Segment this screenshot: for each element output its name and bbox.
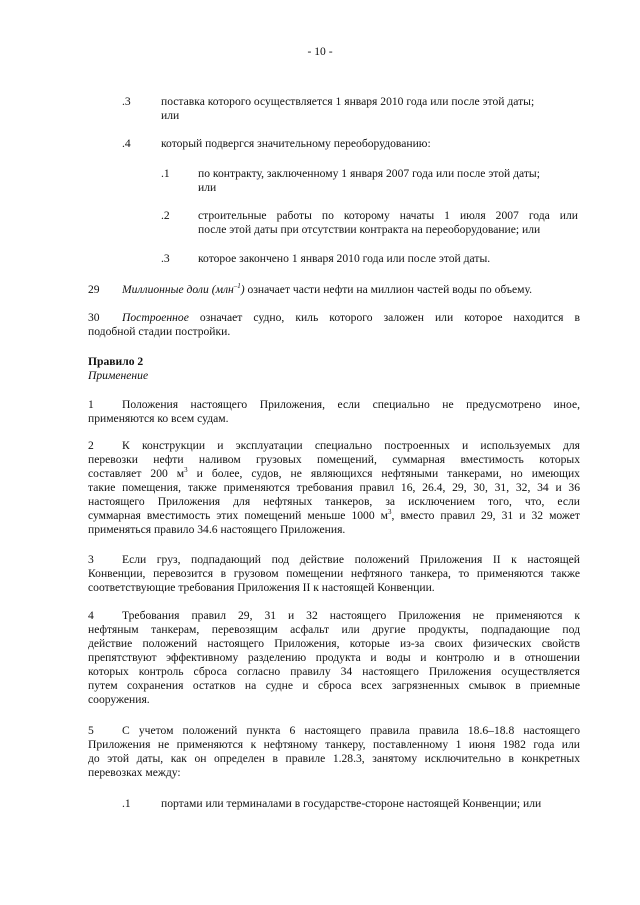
- paragraph-1: [88, 398, 580, 426]
- text-line: подобной стадии постройки.: [88, 325, 231, 338]
- text-line: после этой даты при отсутствии контракта на переоборудование; или: [198, 223, 541, 236]
- text-line: такие помещения, также применяются требования правил 16, 26.4, 29, 30, 31, 32, 34 и 36: [88, 481, 580, 494]
- paragraph-3: [88, 553, 580, 595]
- definition-text: [88, 311, 580, 339]
- subitem-number: .2: [161, 209, 170, 222]
- text-line: суммарная вместимость этих помещений меньше 1000 $м^3$, вместо правил 29, 31 и 32 может: [88, 508, 580, 522]
- text-line: строительные работы по которому начаты 1 июля 2007 года или: [198, 209, 578, 222]
- text-line: соответствующие требования Приложения II к настоящей Конвенции.: [88, 581, 435, 594]
- item-number: .3: [122, 95, 131, 108]
- subitem-number: .1: [161, 167, 170, 180]
- definition-number: 30: [88, 311, 100, 324]
- text-line: 4 Требования правил 29, 31 и 32 настоящего Приложения не применяются к: [88, 609, 580, 622]
- text-line: [88, 311, 580, 325]
- item-number: .1: [122, 797, 131, 810]
- definition-term: Миллионные доли: [122, 283, 209, 296]
- paragraph-number: 3: [88, 553, 94, 566]
- subitem-text: которое закончено 1 января 2010 года или после этой даты.: [198, 252, 491, 265]
- text-line: Конвенции, перевозится в грузовом помещении нефтяного танкера, то применяются также: [88, 567, 580, 580]
- text-line: или: [198, 181, 217, 194]
- definition-text: [122, 283, 580, 297]
- text-line: 5 С учетом положений пункта 6 настоящего правила правила 18.6–18.8 настоящего: [88, 724, 580, 737]
- paragraph-number: 4: [88, 609, 94, 622]
- text-line: путем сохранения остатков на судне и сброса всех загрязненных смывок в приемные: [88, 679, 580, 692]
- paragraph-number: 2: [88, 439, 94, 452]
- text-line: перевозках между:: [88, 766, 181, 779]
- rule-subtitle: Применение: [88, 369, 149, 382]
- text-line: применяются ко всем судам.: [88, 412, 229, 425]
- subitem-text: [198, 209, 578, 237]
- text-line: препятствуют эффективному разделению продукта и воды и контролю и в отношении: [88, 651, 580, 664]
- item-text: [161, 95, 579, 123]
- definition-body: означает части нефти на миллион частей воды по объему.: [244, 283, 533, 296]
- text-line: до этой даты, как он определен в правиле 1.28.3, занятому исключительно в конкретных: [88, 752, 580, 765]
- definition-body: означает судно, киль которого заложен или которое находится в: [188, 311, 580, 324]
- item-text: который подвергся значительному переоборудованию:: [161, 137, 431, 150]
- paragraph-2: [88, 439, 580, 537]
- subitem-text: [198, 167, 578, 195]
- paragraph-4: [88, 609, 580, 707]
- text-line: 2 К конструкции и эксплуатации специально построенных и используемых для: [88, 439, 580, 452]
- text-line: поставка которого осуществляется 1 января 2010 года или после этой даты;: [161, 95, 535, 108]
- paragraph-5: [88, 724, 580, 780]
- text-line: 3 Если груз, подпадающий под действие положений Приложения II к настоящей: [88, 553, 580, 566]
- text-line: настоящего Приложения для нефтяных танкеров, за исключением того, что, если: [88, 495, 580, 508]
- rule-title: Правило 2: [88, 355, 144, 368]
- paragraph-number: 5: [88, 724, 94, 737]
- text-line: по контракту, заключенному 1 января 2007 года или после этой даты;: [198, 167, 540, 180]
- paragraph-number: 1: [88, 398, 94, 411]
- text-line: которых контроль сброса согласно правилу 34 настоящего Приложения осуществляется: [88, 665, 580, 678]
- subitem-number: .3: [161, 252, 170, 265]
- text-line: сооружения.: [88, 693, 150, 706]
- page-number: - 10 -: [307, 45, 333, 58]
- text-line: нефтяным танкерам, перевозящим асфальт или другие продукты, подпадающие под: [88, 623, 580, 636]
- text-line: 1 Положения настоящего Приложения, если специально не предусмотрено иное,: [88, 398, 580, 411]
- text-line: применяться правило 34.6 настоящего Приложения.: [88, 523, 346, 536]
- text-line: действие положений настоящего Приложения, которые из-за своих физических свойств: [88, 637, 580, 650]
- text-line: перевозки нефти наливом грузовых помещений, суммарная вместимость которых: [88, 453, 580, 466]
- text-line: или: [161, 109, 180, 122]
- text-line: составляет 200 $м^3$ и более, судов, не являющихся нефтяными танкерами, но имеющих: [88, 466, 580, 480]
- definition-number: 29: [88, 283, 100, 296]
- definition-term: Построенное: [122, 311, 189, 324]
- definition-abbr: (млн$^{-1}$): [211, 282, 245, 296]
- item-text: портами или терминалами в государстве-стороне настоящей Конвенции; или: [161, 797, 542, 810]
- item-number: .4: [122, 137, 131, 150]
- text-line: Приложения не применяются к нефтяному танкеру, поставленному 1 июня 1982 года или: [88, 738, 580, 751]
